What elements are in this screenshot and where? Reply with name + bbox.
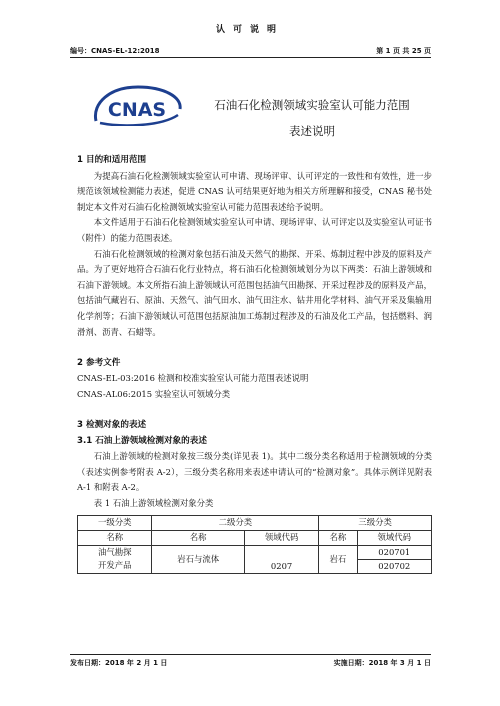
subheader-code-3: 领域代码 <box>357 530 431 545</box>
footer <box>70 658 431 668</box>
subheader-code-2: 领域代码 <box>244 530 318 545</box>
reference-2: CNAS-AL06:2015 实验室认可领域分类 <box>77 388 231 399</box>
header-divider <box>70 57 431 58</box>
page-title <box>192 92 432 144</box>
header-level-3: 三级分类 <box>319 515 432 530</box>
header-row <box>70 46 431 56</box>
doc-number: 编号：CNAS-EL-12:2018 <box>70 47 160 55</box>
logo-text: CNAS <box>107 99 167 121</box>
cell-level-2-name: 岩石与流体 <box>152 545 244 573</box>
cnas-logo <box>90 83 184 126</box>
cell-level-2-code: 0207 <box>244 545 318 573</box>
document-body <box>77 153 432 574</box>
subheader-name-2: 名称 <box>152 530 244 545</box>
table-row <box>78 545 432 573</box>
section-1-heading: 1 目的和适用范围 <box>77 155 147 165</box>
cell-level-1: 油气勘探 开发产品 <box>78 545 152 573</box>
issue-date: 发布日期：2018 年 2 月 1 日 <box>70 659 168 667</box>
document-type: 认可说明 <box>215 25 284 35</box>
table-caption: 表 1 石油上游领域检测对象分类 <box>93 498 214 509</box>
subheader-name-3: 名称 <box>319 530 357 545</box>
cell-level-3-code: 020701 020702 <box>357 545 431 573</box>
section-3-heading: 3 检测对象的表述 <box>77 420 147 431</box>
effective-date: 实施日期：2018 年 3 月 1 日 <box>333 659 431 667</box>
section-1-paragraph-2: 本文件适用于石油石化检测领域实验室认可申请、现场评审、认可评定以及实验室认可证书（附件）的能力范围表述。 <box>77 217 432 243</box>
cell-level-3-name: 岩石 <box>319 545 357 573</box>
reference-1: CNAS-EL-03:2016 检测和校准实验室认可能力范围表述说明 <box>77 373 309 384</box>
title-line-2: 表述说明 <box>289 124 335 138</box>
section-1-paragraph-3: 石油石化检测领域的检测对象包括石油及天然气的勘探、开采、炼制过程中涉及的原料及产品。为了更好地符合石油石化行业特点，将石油石化检测领域划分为以下两类：石油上游领域和石油下游领域。本文所指石油上游领域认可范围包括油气田勘探、开采过程涉及的原料及产品，包括油气藏岩石、原油、天然气、油气田水、油气田注水、钻井用化学材料、油气开采及集输用化学剂等；石油下游领域认可范围包括原油加工炼制过程涉及的石油及化工产品，包括燃料、润滑剂、沥青、石蜡等。 <box>77 248 432 337</box>
title-line-1: 石油石化检测领域实验室认可能力范围 <box>214 98 410 112</box>
page-info: 第 1 页 共 25 页 <box>376 47 431 55</box>
footer-divider <box>70 654 431 655</box>
header-level-2: 二级分类 <box>152 515 319 530</box>
subheader-name-1: 名称 <box>78 530 152 545</box>
section-2-heading: 2 参考文件 <box>77 357 121 368</box>
classification-table <box>77 515 432 574</box>
section-3-1-paragraph: 石油上游领域的检测对象按三级分类(详见表 1)。其中二级分类名称适用于检测领域的分类（表述实例参考附表 A-2），三级分类名称用来表述申请认可的“检测对象”。具体示例详见附表 A-1 和附表 A-2。 <box>77 451 432 493</box>
section-3-1-heading: 3.1 石油上游领域检测对象的表述 <box>77 435 207 446</box>
section-1-paragraph-1: 为提高石油石化检测领域实验室认可申请、现场评审、认可评定的一致性和有效性，进一步规范该领域检测能力表述，促进 CNAS 认可结果更好地为相关方所理解和接受，CNAS 秘书处制定本文件对石油石化检测领域实验室认可能力范围表述给予说明。 <box>77 170 432 212</box>
header-level-1: 一级分类 <box>78 515 152 530</box>
